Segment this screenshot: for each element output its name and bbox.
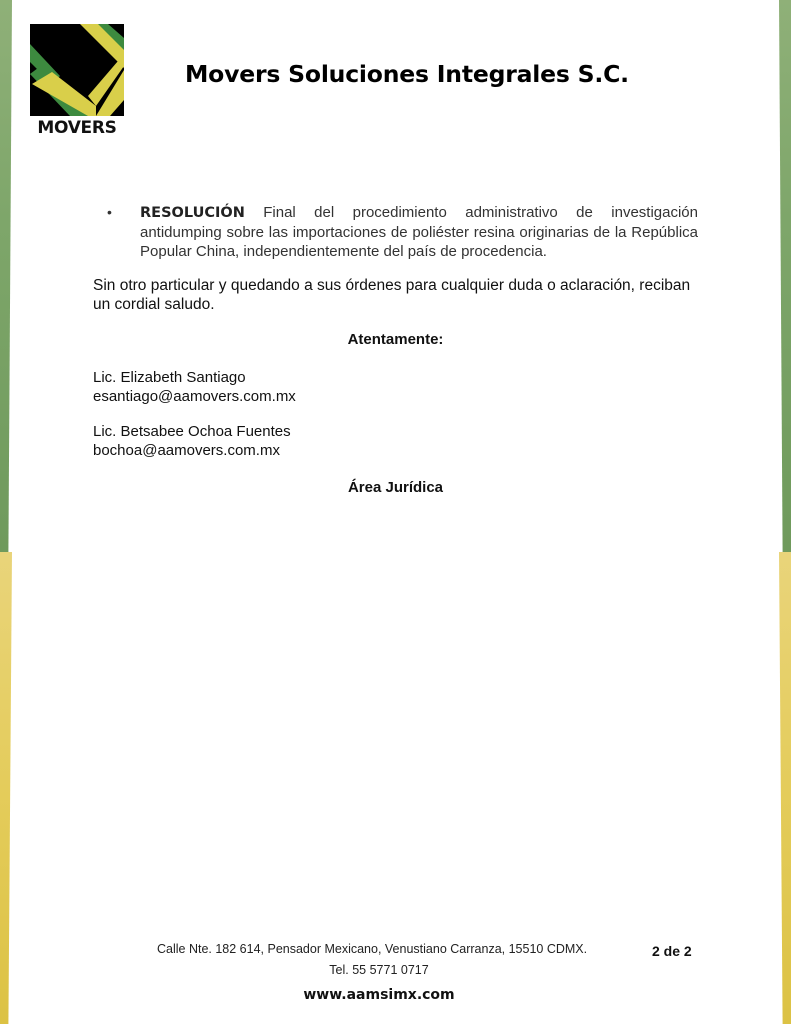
footer-phone: Tel. 55 5771 0717 [329,963,429,977]
contact-email[interactable]: esantiago@aamovers.com.mx [93,387,296,405]
page-number: 2 de 2 [652,943,692,959]
logo-wordmark: MOVERS [37,118,117,138]
contact-block [93,369,296,406]
resolution-paragraph [140,203,698,261]
left-decorative-band [0,0,12,1024]
contact-email[interactable]: bochoa@aamovers.com.mx [93,441,280,459]
department-signature: Área Jurídica [347,479,444,496]
right-decorative-band [779,0,791,1024]
contact-name: Lic. Elizabeth Santiago [93,369,246,386]
resolution-lead: RESOLUCIÓN [140,205,245,221]
footer-address: Calle Nte. 182 614, Pensador Mexicano, Venustiano Carranza, 15510 CDMX. [157,942,588,956]
footer-website-link[interactable]: www.aamsimx.com [303,987,455,1003]
closing-paragraph: Sin otro particular y quedando a sus órdenes para cualquier duda o aclaración, reciban un cordial saludo. [93,277,691,313]
bullet-marker: • [107,204,112,220]
resolution-text: Final del procedimiento administrativo de investigación antidumping sobre las importaciones de poliéster resina originarias de la República Popular China, independientemente del país de procedencia. [140,204,698,260]
salutation: Atentamente: [347,331,444,348]
movers-logo-icon [30,24,124,116]
contact-name: Lic. Betsabee Ochoa Fuentes [93,423,291,440]
contact-block [93,423,291,460]
company-title: Movers Soluciones Integrales S.C. [185,60,629,88]
movers-logo [30,24,124,138]
